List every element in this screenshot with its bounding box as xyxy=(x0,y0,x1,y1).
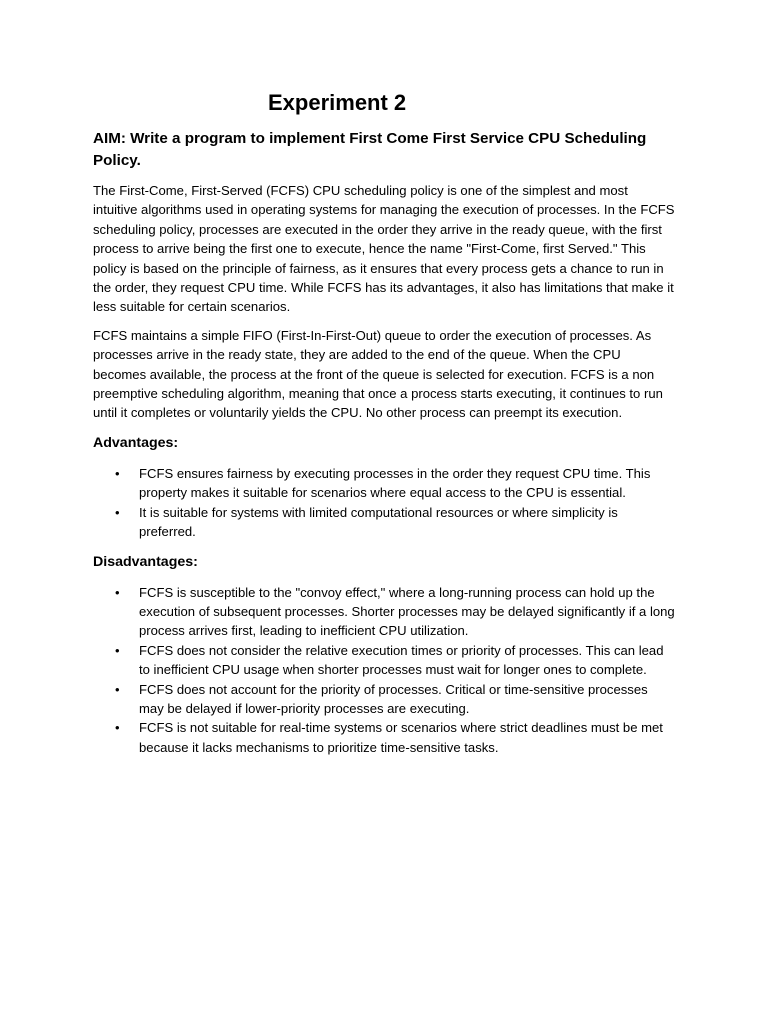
disadvantages-list-item xyxy=(93,583,675,641)
disadvantages-item-text: FCFS is susceptible to the "convoy effect," where a long-running process can hold up the execution of subsequent processes. Shorter processes may be delayed significantly if a long process arrives first, leading to inefficient CPU utilization. xyxy=(139,584,675,639)
advantages-list-item xyxy=(93,503,675,542)
disadvantages-list-item xyxy=(93,680,675,719)
disadvantages-list-item xyxy=(93,641,675,680)
bullet-icon: • xyxy=(115,584,120,600)
bullet-icon: • xyxy=(115,642,120,658)
disadvantages-heading: Disadvantages: xyxy=(93,553,198,570)
disadvantages-item-text: FCFS does not consider the relative execution times or priority of processes. This can lead to inefficient CPU usage when shorter processes must wait for longer ones to complete. xyxy=(139,642,664,678)
disadvantages-item-text: FCFS is not suitable for real-time systems or scenarios where strict deadlines must be met because it lacks mechanisms to prioritize time-sensitive tasks. xyxy=(139,720,663,755)
disadvantages-list-item xyxy=(93,718,675,757)
bullet-icon: • xyxy=(115,720,120,736)
advantages-item-text: It is suitable for systems with limited computational resources or where simplicity is preferred. xyxy=(139,504,618,540)
advantages-list xyxy=(93,464,675,542)
document-title: Experiment 2 xyxy=(268,90,407,115)
bullet-icon: • xyxy=(115,465,120,481)
bullet-icon: • xyxy=(115,504,120,520)
advantages-item-text: FCFS ensures fairness by executing processes in the order they request CPU time. This property makes it suitable for scenarios where equal access to the CPU is essential. xyxy=(139,465,651,501)
disadvantages-item-text: FCFS does not account for the priority of processes. Critical or time-sensitive processes may be delayed if lower-priority processes are executing. xyxy=(139,681,648,716)
document-body xyxy=(93,128,675,766)
disadvantages-list xyxy=(93,583,675,758)
bullet-icon: • xyxy=(115,681,120,697)
advantages-list-item xyxy=(93,464,675,503)
fifo-paragraph: FCFS maintains a simple FIFO (First-In-First-Out) queue to order the execution of processes. As processes arrive in the ready state, they are added to the end of the queue. When the CPU becomes available, the process at the front of the queue is selected for execution. FCFS is a non preemptive scheduling algorithm, meaning that once a process starts executing, it continues to run until it completes or voluntarily yields the CPU. No other process can preempt its execution. xyxy=(93,327,663,421)
intro-paragraph: The First-Come, First-Served (FCFS) CPU scheduling policy is one of the simplest and most intuitive algorithms used in operating systems for managing the execution of processes. In the FCFS scheduling policy, processes are executed in the order they arrive in the ready queue, with the first process to arrive being the first one to execute, hence the name "First-Come, first Served." This policy is based on the principle of fairness, as it ensures that every process gets a chance to run in the order, they request CPU time. While FCFS has its advantages, it also has limitations that make it less suitable for certain scenarios. xyxy=(93,183,675,315)
aim-heading: AIM: Write a program to implement First Come First Service CPU Scheduling Policy. xyxy=(93,130,647,169)
advantages-heading: Advantages: xyxy=(93,434,179,451)
